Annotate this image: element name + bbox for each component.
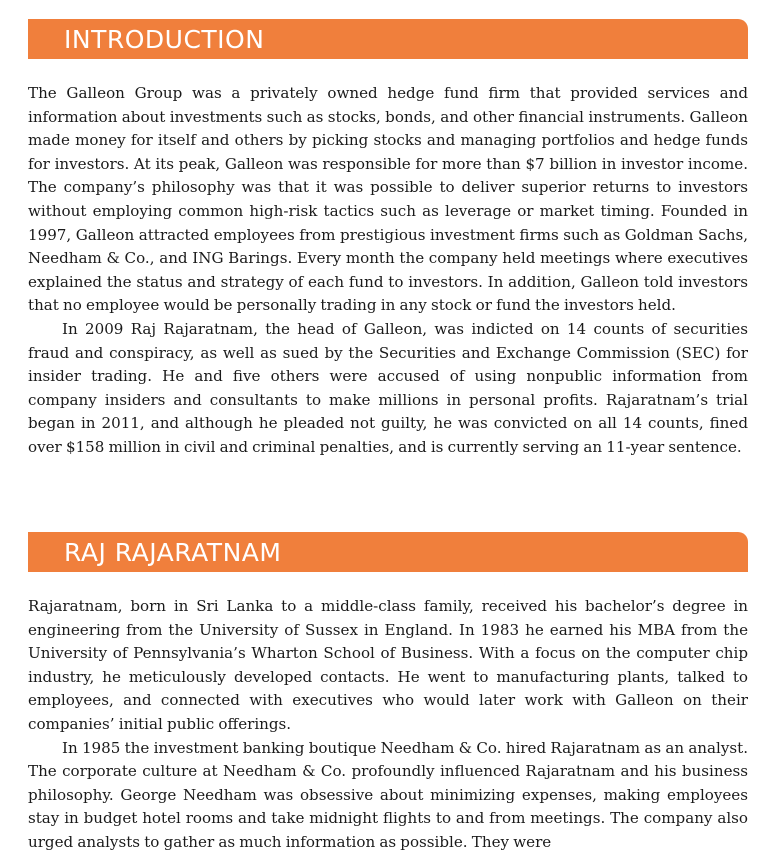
introduction-paragraph-1: The Galleon Group was a privately owned hedge fund firm that provided services and information about investments such as stocks, bonds, and other financial instruments. Galleon made money for itself and others by picking stocks and managing portfolios and hedge funds for investors. At its peak, Galleon was responsible for more than $7 billion in investor income. The company’s philosophy was that it was possible to deliver superior returns to investors without employing common high-risk tactics such as leverage or market timing. Founded in 1997, Galleon attracted employees from prestigious investment firms such as Goldman Sachs, Needham & Co., and ING Barings. Every month the company held meetings where executives explained the status and strategy of each fund to investors. In addition, Galleon told investors that no employee would be personally trading in any stock or fund the investors held.: [28, 84, 748, 315]
introduction-body: [28, 82, 748, 460]
section-header-raj-rajaratnam: [28, 532, 748, 572]
section-header-introduction: [28, 19, 748, 59]
raj-rajaratnam-body: [28, 595, 748, 855]
raj-paragraph-1: Rajaratnam, born in Sri Lanka to a middle-class family, received his bachelor’s degree in engineering from the University of Sussex in England. In 1983 he earned his MBA from the University of Pennsylvania’s Wharton School of Business. With a focus on the computer chip industry, he meticulously developed contacts. He went to manufacturing plants, talked to employees, and connected with executives who would later work with Galleon on their companies’ initial public offerings.: [28, 597, 748, 733]
introduction-paragraph-2: In 2009 Raj Rajaratnam, the head of Galleon, was indicted on 14 counts of securities fraud and conspiracy, as well as sued by the Securities and Exchange Commission (SEC) for insider trading. He and five others were accused of using nonpublic information from company insiders and consultants to make millions in personal profits. Rajaratnam’s trial began in 2011, and although he pleaded not guilty, he was convicted on all 14 counts, fined over $158 million in civil and criminal penalties, and is currently serving an 11-year sentence.: [28, 319, 748, 456]
section-title-raj-rajaratnam: RAJ RAJARATNAM: [64, 537, 282, 567]
section-title-introduction: INTRODUCTION: [64, 24, 265, 54]
raj-paragraph-2: In 1985 the investment banking boutique Needham & Co. hired Rajaratnam as an analyst. The corporate culture at Needham & Co. profoundly influenced Rajaratnam and his business philosophy. George Needham was obsessive about minimizing expenses, making employees stay in budget hotel rooms and take midnight flights to and from meetings. The company also urged analysts to gather as much information as possible. They were: [28, 738, 748, 851]
